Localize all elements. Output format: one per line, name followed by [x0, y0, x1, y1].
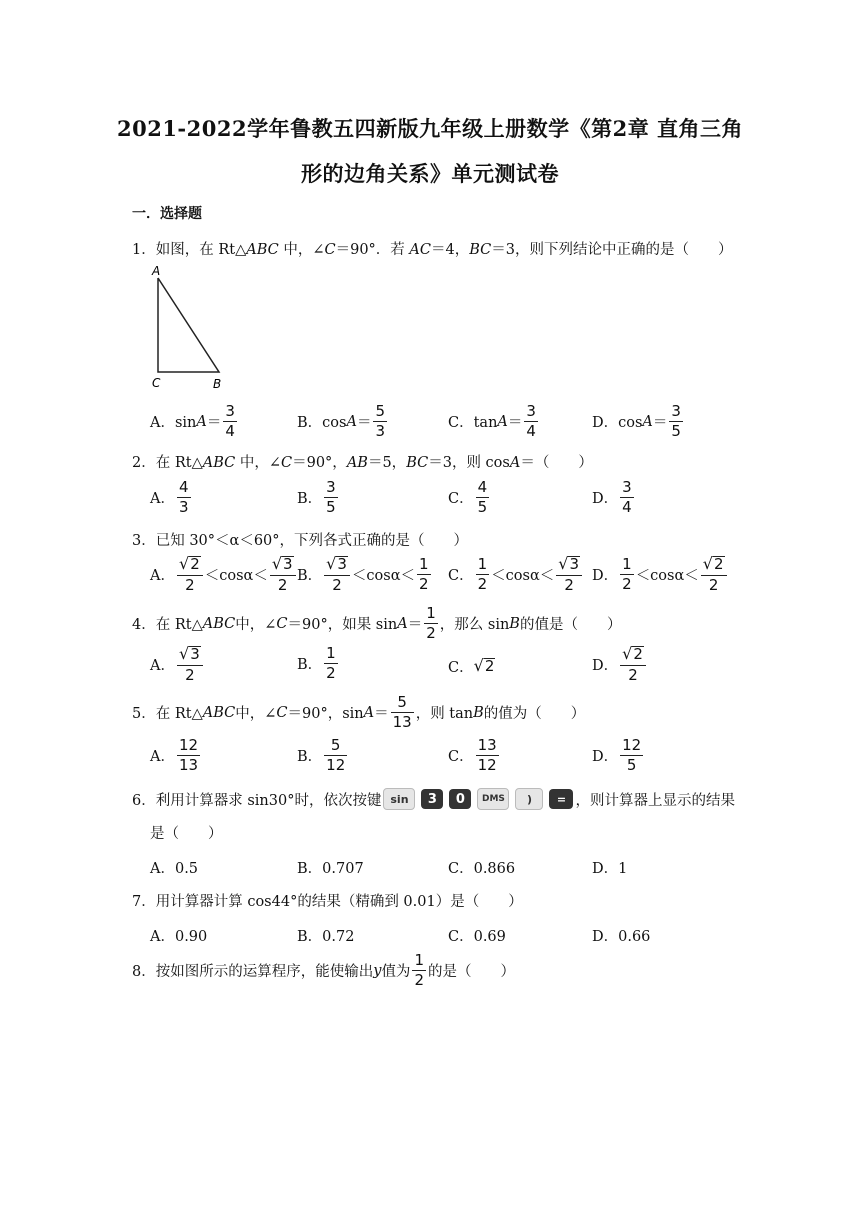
question-4-option-d[interactable]: D． √ 2 2 [592, 646, 648, 683]
section-heading: 一．选择题 [132, 206, 202, 222]
question-1-option-c[interactable]: C．tan A ＝ $\frac{3}{4}$ [448, 402, 536, 440]
question-6-stem: 6．利用计算器求 sin30°时，依次按键 sin 3 0 DMS ) = ，则计算器上显示的结果 [132, 788, 735, 810]
question-6-stem-line-2: 是（ ） [150, 826, 223, 842]
question-7-stem: 7．用计算器计算 cos44°的结果（精确到 0.01）是（ ） [132, 894, 523, 910]
question-3-stem: 3．已知 30°＜α＜60°，下列各式正确的是（ ） [132, 533, 469, 549]
question-2-option-d[interactable]: D． $\frac{3}{4}$ [592, 478, 632, 516]
question-1-stem: 1．如图，在 Rt△ABC 中，∠C＝90°．若 AC＝4，BC＝3，则下列结论中正确的是（ ） [132, 242, 733, 258]
vertex-label-c: C [152, 376, 161, 390]
question-7-option-d[interactable]: D．0.66 [592, 929, 651, 945]
question-1-option-a[interactable]: A．sin A ＝ $\frac{3}{4}$ [150, 402, 235, 440]
question-3-option-d[interactable]: D． $\frac{1}{2}$ ＜cosα＜ √ 2 2 [592, 556, 729, 593]
question-5-option-a[interactable]: A． $\frac{12}{13}$ [150, 736, 199, 774]
question-7-option-c[interactable]: C．0.69 [448, 929, 506, 945]
triangle-figure [145, 262, 230, 394]
close-paren-key-icon: ) [515, 788, 543, 810]
question-1-option-d[interactable]: D．cos A ＝ $\frac{3}{5}$ [592, 402, 681, 440]
document-title-line-1: 2021-2022学年鲁教五四新版九年级上册数学《第2章 直角三角 [116, 116, 744, 141]
question-2-option-c[interactable]: C． $\frac{4}{5}$ [448, 478, 488, 516]
question-2-option-a[interactable]: A． $\frac{4}{3}$ [150, 478, 189, 516]
question-4-option-a[interactable]: A． √ 3 2 [150, 646, 205, 683]
digit-3-key-icon: 3 [421, 789, 443, 809]
sin-key-icon: sin [383, 788, 415, 810]
question-3-option-c[interactable]: C． $\frac{1}{2}$ ＜cosα＜ √ 3 2 [448, 556, 584, 593]
question-2-option-b[interactable]: B． $\frac{3}{5}$ [297, 478, 336, 516]
question-5-option-d[interactable]: D． $\frac{12}{5}$ [592, 736, 642, 774]
question-5-option-c[interactable]: C． $\frac{13}{12}$ [448, 736, 497, 774]
question-7-option-b[interactable]: B．0.72 [297, 929, 355, 945]
vertex-label-b: B [213, 377, 222, 391]
question-4-stem: 4．在 Rt△ ABC 中，∠ C ＝90°，如果 sin A ＝ $\frac{1}{2}$ ，那么 sin B 的值是（ ） [132, 604, 622, 642]
question-1-option-b[interactable]: B．cos A ＝ $\frac{5}{3}$ [297, 402, 385, 440]
vertex-label-a: A [152, 264, 161, 278]
question-4-option-b[interactable]: B． $\frac{1}{2}$ [297, 644, 336, 682]
question-6-option-d[interactable]: D．1 [592, 861, 628, 877]
question-2-stem: 2．在 Rt△ABC 中，∠C＝90°，AB＝5，BC＝3，则 cosA＝（ ） [132, 455, 593, 471]
question-3-option-b[interactable]: B． √ 3 2 ＜cosα＜ $\frac{1}{2}$ [297, 554, 429, 594]
question-3-option-a[interactable]: A． √ 2 2 ＜cosα＜ √ 3 2 [150, 556, 298, 593]
digit-0-key-icon: 0 [449, 789, 471, 809]
question-5-stem: 5．在 Rt△ ABC 中，∠ C ＝90°，sin A ＝ $\frac{5}{13}$ ，则 tan B 的值为（ ） [132, 693, 586, 731]
question-6-option-b[interactable]: B．0.707 [297, 861, 364, 877]
document-title-line-2: 形的边角关系》单元测试卷 [301, 161, 559, 186]
question-6-option-a[interactable]: A．0.5 [150, 861, 199, 877]
question-4-option-c[interactable]: C． √ 2 [448, 656, 495, 676]
calculator-key-sequence [383, 788, 573, 810]
question-7-option-a[interactable]: A．0.90 [150, 929, 208, 945]
question-5-option-b[interactable]: B． $\frac{5}{12}$ [297, 736, 346, 774]
question-8-stem: 8．按如图所示的运算程序，能使输出 y 值为 $\frac{1}{2}$ 的是（ ） [132, 951, 515, 989]
equals-key-icon: = [549, 789, 573, 809]
dms-key-icon: DMS [477, 788, 509, 810]
question-6-option-c[interactable]: C．0.866 [448, 861, 516, 877]
